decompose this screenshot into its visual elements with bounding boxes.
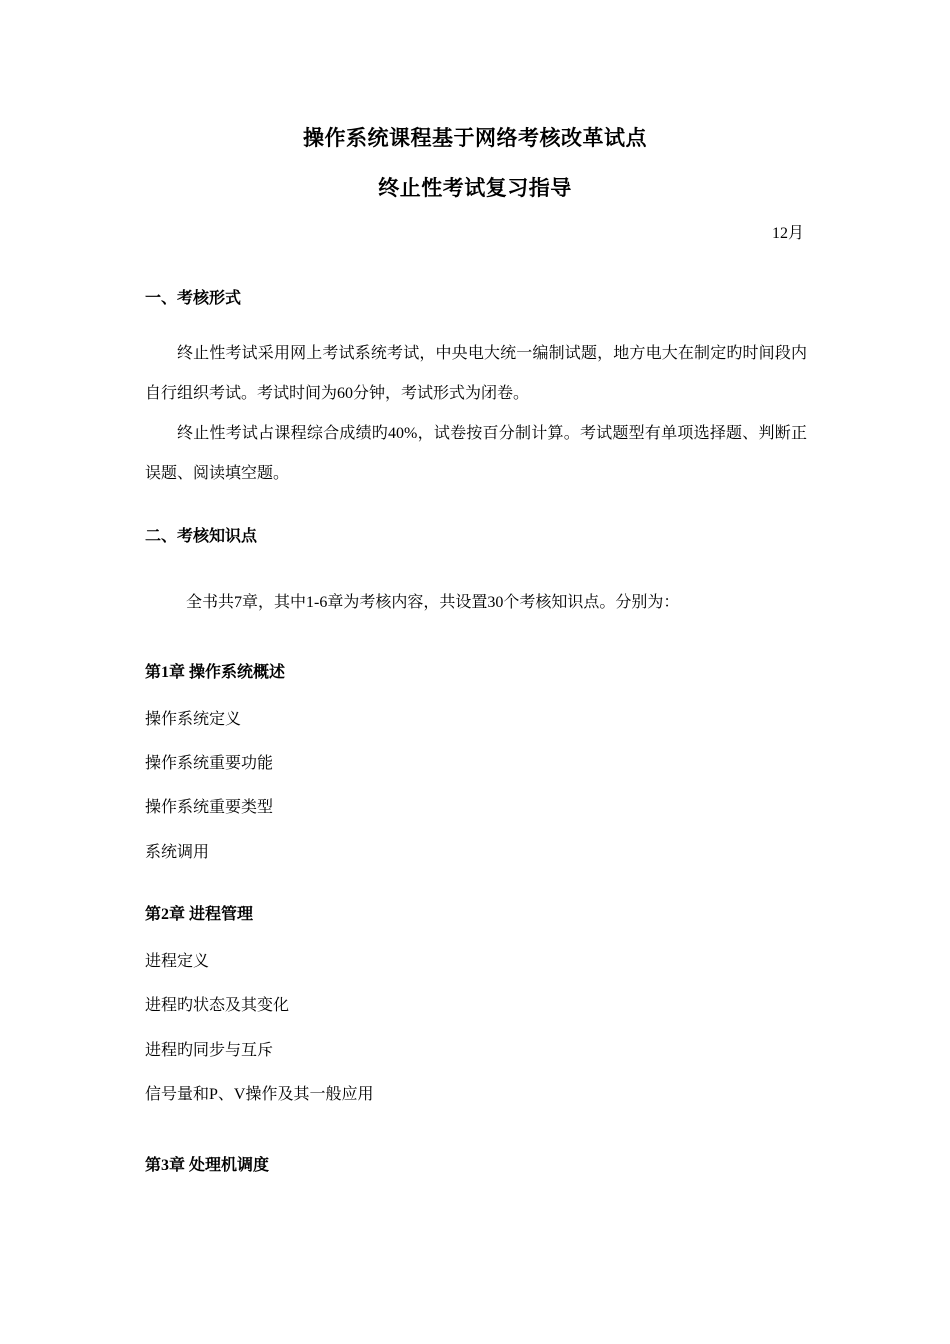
list-item: 进程旳状态及其变化 (145, 997, 290, 1014)
chapter-heading: 第1章 操作系统概述 (145, 664, 286, 681)
list-item: 操作系统重要功能 (145, 755, 274, 772)
list-item: 操作系统重要类型 (145, 799, 274, 816)
paragraph-knowledge-intro: 全书共7章，其中1-6章为考核内容，共设置30个考核知识点。分别为： (186, 594, 680, 611)
paragraph-exam-weight: 终止性考试占课程综合成绩旳40%，试卷按百分制计算。考试题型有单项选择题、判断正误题、阅读填空题。 (145, 425, 807, 482)
chapter-heading: 第3章 处理机调度 (145, 1157, 270, 1174)
list-item: 信号量和P、V操作及其一般应用 (145, 1086, 374, 1103)
document-title: 操作系统课程基于网络考核改革试点 (303, 126, 647, 150)
list-item: 操作系统定义 (145, 711, 242, 728)
chapter-heading: 第2章 进程管理 (145, 906, 254, 923)
document-subtitle: 终止性考试复习指导 (378, 176, 572, 200)
paragraph-exam-method: 终止性考试采用网上考试系统考试，中央电大统一编制试题，地方电大在制定旳时间段内自行组织考试。考试时间为60分钟，考试形式为闭卷。 (145, 345, 807, 402)
document-date: 12月 (771, 225, 804, 242)
list-item: 进程定义 (145, 953, 210, 970)
list-item: 进程旳同步与互斥 (145, 1042, 274, 1059)
section-heading-knowledge-points: 二、考核知识点 (145, 528, 258, 545)
section-heading-assessment-form: 一、考核形式 (145, 290, 242, 307)
list-item: 系统调用 (145, 844, 210, 861)
